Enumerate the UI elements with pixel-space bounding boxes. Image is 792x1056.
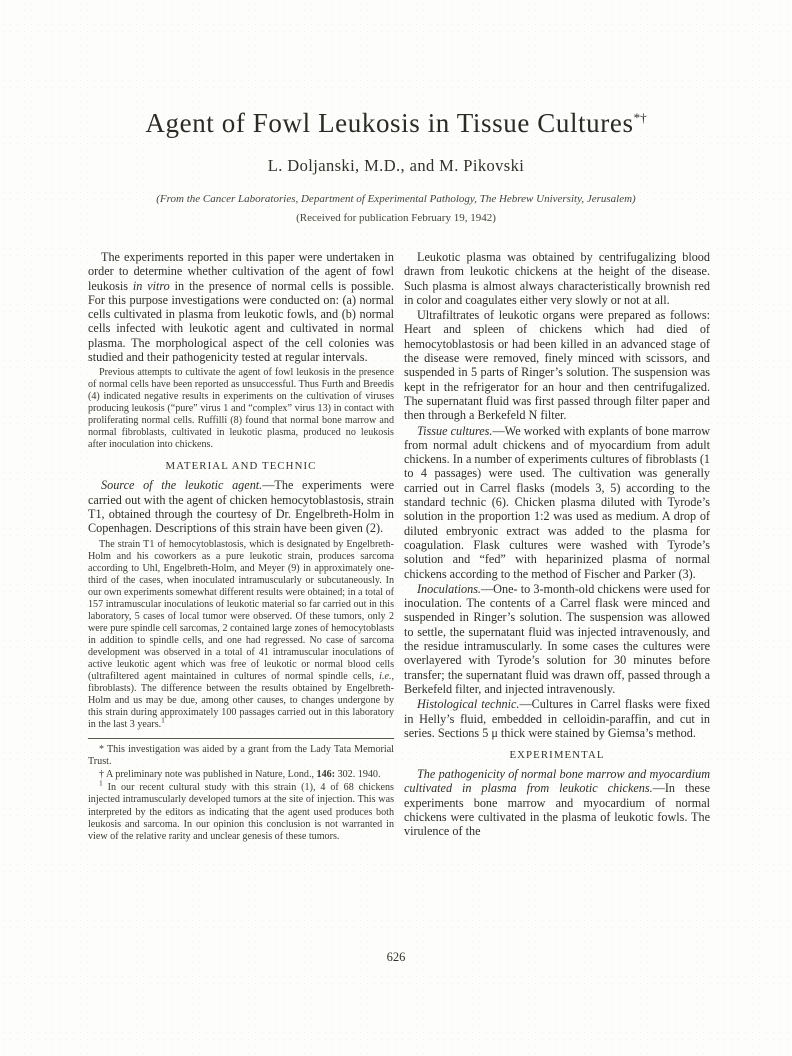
intro-latin-term: in vitro — [132, 278, 170, 293]
footnote-divider — [88, 738, 394, 739]
footnote-grant: * This investigation was aided by a grant from the Lady Tata Memorial Trust. — [88, 743, 394, 767]
footnote-ref-1: 1 — [161, 715, 165, 725]
ultrafiltrates-paragraph: Ultrafiltrates of leukotic organs were prepared as follows: Heart and spleen of chickens which had died of hemocytoblastosis or had been killed in an advanced stage of the disease were removed, finely minced with scissors, and suspended in 5 parts of Ringer’s solution. The suspension was kept in the refrigerator for an hour and then centrifugalized. The supernatant fluid was first passed through filter paper and then through a Berkefeld N filter. — [404, 308, 710, 423]
leukotic-plasma-paragraph: Leukotic plasma was obtained by centrifugalizing blood drawn from leukotic chickens at the height of the disease. Such plasma is almost always characteristically brownish red in color and coagulates either very slowly or not at all. — [404, 250, 710, 307]
histological-technic-lead: Histological technic. — [417, 697, 520, 712]
section-heading-material-and-technic: MATERIAL AND TECHNIC — [165, 460, 317, 473]
strain-note-text-a: The strain T1 of hemocytoblastosis, which is designated by Engelbreth-Holm and his coworkers as a pure leukotic strain, produces sarcoma according to Uhl, Engelbreth-Holm, and Meyer (9) in approximately one-third of the cases, when inoculated intramuscularly or subcutaneously. In our own experiments somewhat different results were obtained; in a total of 157 intramuscular inoculations of leukotic material so far carried out in this laboratory, 5 cases of local tumor were observed. Of these tumors, only 2 were pure spindle cell sarcomas, 2 contained large zones of hemocytoblasts in addition to spindle cells, and one had regressed. No case of sarcoma development was observed in a total of 41 intramuscular inoculations of active leukotic agent which was free of leukotic or normal blood cells (ultrafiltered agent maintained in cultures of normal spindle cells, — [88, 538, 394, 682]
footnote-nature-volume: 146: — [316, 768, 336, 780]
pathogenicity-text: —In these experiments bone marrow and myocardium of normal chickens were cultivated in the plasma of leukotic fowls. The virulence of the — [404, 781, 710, 839]
article-authors: L. Doljanski, M.D., and M. Pikovski — [267, 156, 525, 175]
right-column — [404, 250, 710, 844]
tissue-cultures-text: —We worked with explants of bone marrow from normal adult chickens and of myocardium from adult chickens. In a number of experiments cultures of fibroblasts (1 to 4 passages) were used. The cultivation was generally carried out in Carrel flasks (models 3, 5) according to the standard technic (6). Chicken plasma diluted with Tyrode’s solution in the proportion 1:2 was used as medium. A drop of diluted embryonic extract was added to the plasma for coagulation. Flask cultures were washed with Tyrode’s solution and “fed” with heparinized plasma of normal chickens according to the method of Fischer and Parker (3). — [404, 423, 711, 581]
article-title-text: Agent of Fowl Leukosis in Tissue Cultures — [145, 108, 634, 138]
histological-technic-text: —Cultures in Carrel flasks were fixed in Helly’s fluid, embedded in celloidin-paraffin, and cut in series. Sections 5 μ thick were stained by Giemsa’s method. — [404, 697, 710, 740]
pathogenicity-paragraph — [404, 767, 710, 838]
strain-note-ie: i.e., — [379, 670, 394, 682]
received-for-publication-note: (Received for publication February 19, 1942) — [296, 212, 496, 224]
inoculations-lead: Inoculations. — [417, 581, 481, 596]
inoculations-text: —One- to 3-month-old chickens were used for inoculation. The contents of a Carrel flask were minced and suspended in Ringer’s solution. The suspension was allowed to settle, the supernatant fluid was injected intravenously, and the residue intramuscularly. In some cases the cultures were overlayered with Tyrode’s solution for 30 minutes before transfer; the supernatant fluid was drawn off, passed through a Berkefeld filter, and injected intravenously. — [404, 581, 710, 696]
footnote-preliminary-note — [88, 769, 394, 781]
intro-text-b: in the presence of normal cells is possible. For this purpose investigations were conducted on: (a) normal cells cultivated in plasma from leukotic fowls, and (b) normal cells infected with leukotic agent and cultivated in normal plasma. The morphological aspect of the cell colonies was studied and their pathogenicity tested at regular intervals. — [88, 278, 394, 365]
pathogenicity-lead: The pathogenicity of normal bone marrow and myocardium cultivated in plasma from leukotic chickens. — [404, 767, 710, 796]
inoculations-paragraph — [404, 582, 710, 696]
footnote-nature-text-a: † A preliminary note was published in Nature, Lond., — [99, 768, 317, 780]
histological-technic-paragraph — [404, 697, 710, 740]
article-masthead — [0, 0, 792, 224]
page-number: 626 — [386, 950, 406, 964]
footnote-cultural-study-text: In our recent cultural study with this strain (1), 4 of 68 chickens injected intramuscularly developed tumors at the site of injection. This was interpreted by the editors as indicating that the agent used produces both leukosis and sarcoma. In our opinion this conclusion is not warranted in view of the relative rarity and unclear genesis of these tumors. — [88, 782, 394, 842]
source-of-agent-lead: Source of the leukotic agent. — [101, 478, 263, 493]
article-body — [88, 250, 710, 844]
tissue-cultures-lead: Tissue cultures. — [417, 423, 493, 438]
left-column — [88, 250, 394, 844]
article-title — [0, 108, 792, 139]
footnote-nature-text-b: 302. 1940. — [335, 768, 381, 780]
article-affiliation: (From the Cancer Laboratories, Department of Experimental Pathology, The Hebrew University, Jerusalem) — [156, 193, 636, 205]
footnote-cultural-study — [88, 778, 394, 843]
strain-note-text-b: fibroblasts). The difference between the results obtained by Engelbreth-Holm and us may be due, among other causes, to changes undergone by this strain during approximately 100 passages carried out in this laboratory in the last 3 years. — [88, 682, 394, 730]
intro-text-a: The experiments reported in this paper were undertaken in order to determine whether cultivation of the agent of fowl leukosis — [88, 250, 394, 293]
tissue-cultures-paragraph — [404, 424, 710, 581]
strain-t1-note — [88, 539, 394, 731]
previous-attempts-note: Previous attempts to cultivate the agent of fowl leukosis in the presence of normal cells have been reported as unsuccessful. Thus Furth and Breedis (4) indicated negative results in experiments on the cultivation of viruses producing leukosis (“pure” virus 1 and “complex” virus 13) in contact with proliferating normal cells. Ruffilli (8) found that normal bone marrow and normal fibroblasts, cultivated in leukotic plasma, produced no leukosis after inoculation into chickens. — [88, 367, 394, 451]
title-footnote-marks: *† — [633, 110, 647, 125]
footnote-1-marker: 1 — [99, 778, 103, 788]
source-of-agent-text: —The experiments were carried out with the agent of chicken hemocytoblastosis, strain T1, obtained through the courtesy of Dr. Engelbreth-Holm in Copenhagen. Descriptions of this strain have been given (2). — [88, 478, 394, 536]
section-heading-experimental: EXPERIMENTAL — [509, 749, 605, 762]
intro-paragraph — [88, 250, 394, 364]
source-of-agent-paragraph — [88, 478, 394, 535]
